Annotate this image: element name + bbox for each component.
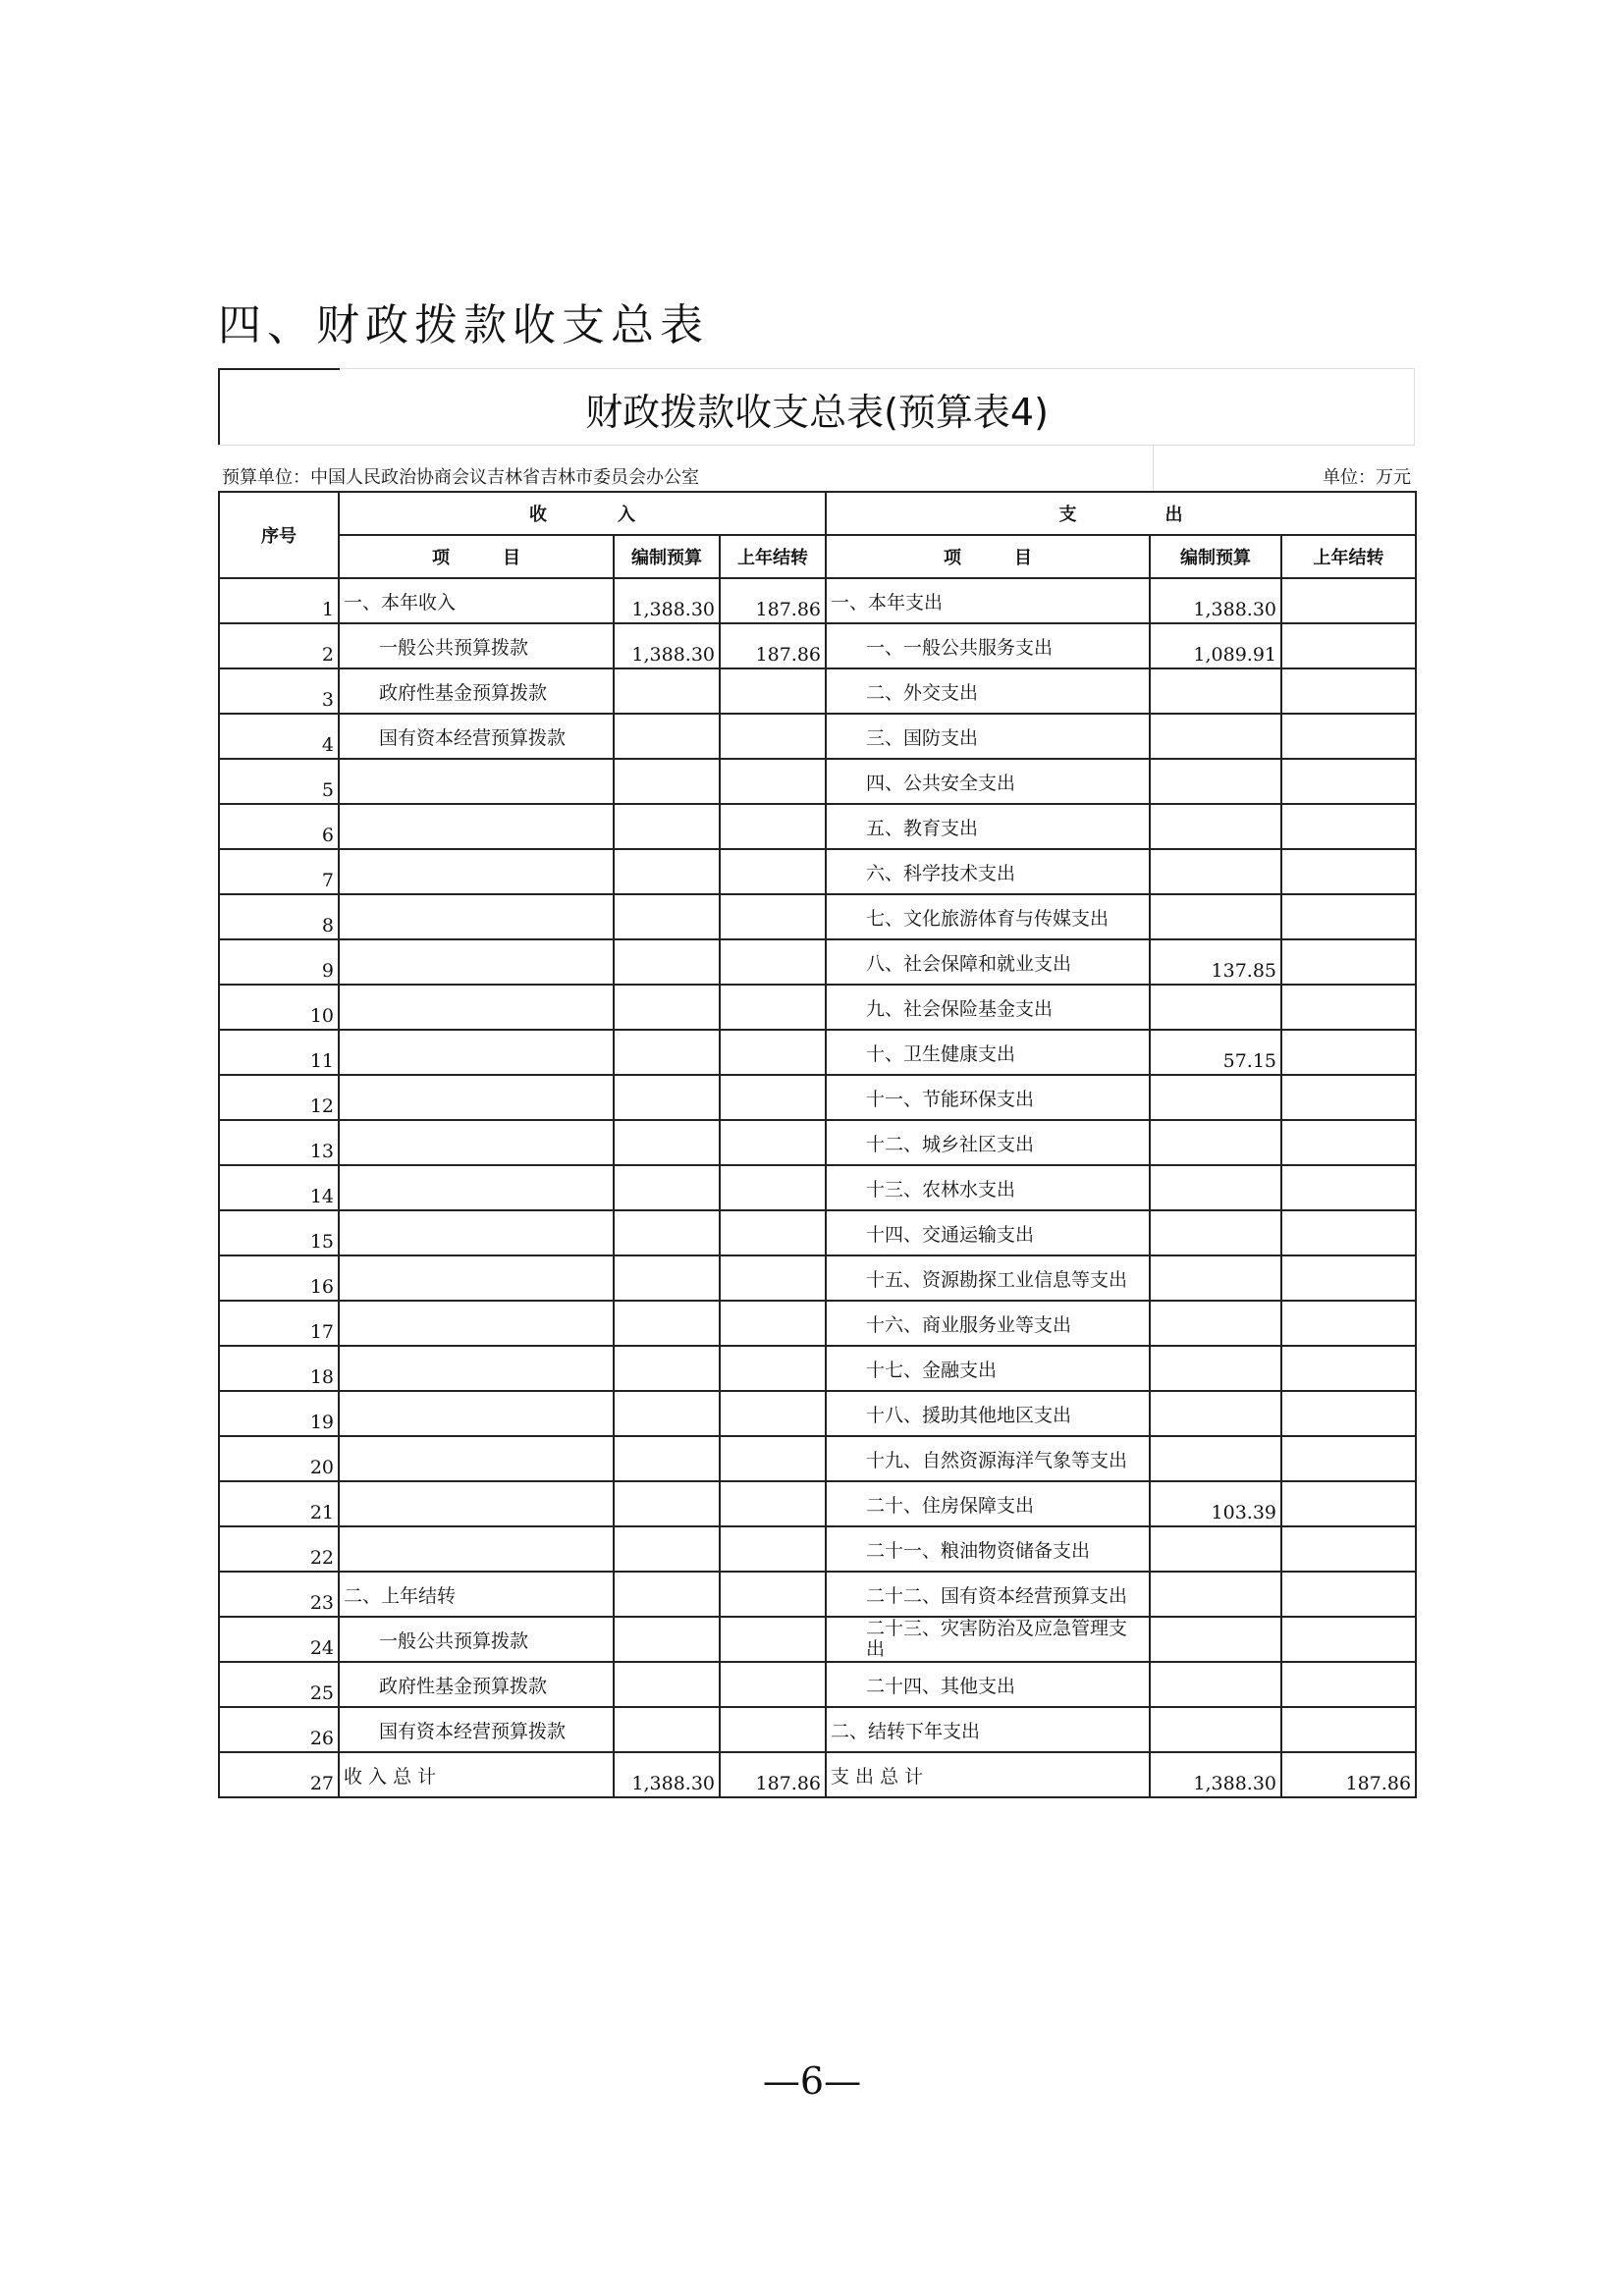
row-seq: 19 [219,1391,339,1436]
income-item [339,1346,614,1391]
header-expense-item: 项 目 [826,535,1150,578]
income-item: 二、上年结转 [339,1572,614,1617]
table-row [219,1752,1416,1797]
income-carryover [720,1165,826,1210]
table-row [219,1436,1416,1481]
income-budget [614,1617,720,1662]
income-budget [614,1075,720,1120]
expense-carryover [1281,1662,1416,1707]
table-row [219,1617,1416,1662]
income-carryover [720,1210,826,1255]
income-budget: 1,388.30 [614,578,720,623]
expense-budget [1150,1301,1281,1346]
table-row [219,1346,1416,1391]
table-body [219,578,1416,1797]
table-row [219,668,1416,714]
expense-item: 二、外交支出 [826,668,1150,714]
expense-budget: 1,388.30 [1150,1752,1281,1797]
row-seq: 25 [219,1662,339,1707]
expense-item: 六、科学技术支出 [826,849,1150,894]
row-seq: 10 [219,985,339,1030]
expense-item: 九、社会保险基金支出 [826,985,1150,1030]
expense-carryover [1281,1120,1416,1165]
table-row [219,939,1416,985]
section-heading: 四、财政拨款收支总表 [218,300,709,350]
income-budget [614,939,720,985]
expense-budget [1150,985,1281,1030]
unit-divider [1153,446,1154,491]
expense-carryover [1281,1210,1416,1255]
expense-item: 二十四、其他支出 [826,1662,1150,1707]
expense-carryover [1281,1572,1416,1617]
income-carryover [720,894,826,939]
header-income-carryover: 上年结转 [720,535,826,578]
expense-item: 十、卫生健康支出 [826,1030,1150,1075]
income-budget: 1,388.30 [614,1752,720,1797]
row-seq: 21 [219,1481,339,1526]
income-budget [614,1210,720,1255]
table-row [219,1301,1416,1346]
income-budget [614,759,720,804]
income-item: 一般公共预算拨款 [339,623,614,668]
expense-budget [1150,1210,1281,1255]
header-income: 收 入 [339,492,826,535]
table-row [219,759,1416,804]
header-expense: 支 出 [826,492,1416,535]
income-budget [614,1165,720,1210]
unit-row [218,445,1415,491]
income-carryover: 187.86 [720,578,826,623]
row-seq: 2 [219,623,339,668]
row-seq: 3 [219,668,339,714]
row-seq: 11 [219,1030,339,1075]
income-item: 一般公共预算拨款 [339,1617,614,1662]
row-seq: 7 [219,849,339,894]
expense-budget [1150,668,1281,714]
expense-item: 十三、农林水支出 [826,1165,1150,1210]
income-carryover [720,1662,826,1707]
income-carryover [720,1030,826,1075]
income-budget [614,1662,720,1707]
expense-budget [1150,894,1281,939]
row-seq: 20 [219,1436,339,1481]
title-border-light [340,368,1414,369]
expense-carryover [1281,1617,1416,1662]
expense-carryover: 187.86 [1281,1752,1416,1797]
income-carryover [720,1120,826,1165]
income-item [339,939,614,985]
expense-item: 七、文化旅游体育与传媒支出 [826,894,1150,939]
table-row [219,804,1416,849]
income-budget [614,1481,720,1526]
expense-budget [1150,1707,1281,1752]
income-budget [614,1120,720,1165]
row-seq: 17 [219,1301,339,1346]
expense-item: 二十、住房保障支出 [826,1481,1150,1526]
expense-budget: 57.15 [1150,1030,1281,1075]
expense-budget: 137.85 [1150,939,1281,985]
income-item [339,1301,614,1346]
expense-item: 二十二、国有资本经营预算支出 [826,1572,1150,1617]
row-seq: 16 [219,1255,339,1301]
expense-carryover [1281,1436,1416,1481]
expense-carryover [1281,1346,1416,1391]
table-row [219,1707,1416,1752]
income-budget [614,1346,720,1391]
expense-item: 十一、节能环保支出 [826,1075,1150,1120]
income-item [339,1255,614,1301]
expense-carryover [1281,1165,1416,1210]
expense-budget [1150,1572,1281,1617]
header-expense-budget: 编制预算 [1150,535,1281,578]
income-item [339,759,614,804]
table-row [219,1030,1416,1075]
table-title: 财政拨款收支总表(预算表4) [585,391,1049,434]
table-row [219,578,1416,623]
expense-budget: 103.39 [1150,1481,1281,1526]
income-carryover [720,1617,826,1662]
expense-carryover [1281,804,1416,849]
expense-budget [1150,1662,1281,1707]
expense-item: 二、结转下年支出 [826,1707,1150,1752]
income-budget: 1,388.30 [614,623,720,668]
income-carryover [720,1255,826,1301]
income-carryover: 187.86 [720,1752,826,1797]
row-seq: 5 [219,759,339,804]
income-item [339,849,614,894]
income-item [339,894,614,939]
income-carryover [720,849,826,894]
row-seq: 13 [219,1120,339,1165]
row-seq: 27 [219,1752,339,1797]
income-budget [614,1301,720,1346]
income-budget [614,1255,720,1301]
income-item [339,985,614,1030]
expense-item: 二十一、粮油物资储备支出 [826,1526,1150,1572]
expense-budget [1150,1436,1281,1481]
table-row [219,849,1416,894]
row-seq: 1 [219,578,339,623]
header-row-2 [219,535,1416,578]
income-item [339,1526,614,1572]
expense-budget [1150,1526,1281,1572]
income-carryover [720,985,826,1030]
expense-budget [1150,849,1281,894]
header-expense-carryover: 上年结转 [1281,535,1416,578]
currency-unit-label: 单位：万元 [1323,467,1411,488]
table-row [219,894,1416,939]
row-seq: 14 [219,1165,339,1210]
income-carryover [720,1481,826,1526]
income-carryover [720,1436,826,1481]
income-budget [614,1391,720,1436]
income-item [339,1120,614,1165]
expense-budget: 1,388.30 [1150,578,1281,623]
budget-sheet [218,368,1415,1798]
expense-budget [1150,1165,1281,1210]
expense-budget [1150,1617,1281,1662]
income-budget [614,1436,720,1481]
expense-budget: 1,089.91 [1150,623,1281,668]
income-item [339,1391,614,1436]
income-item [339,1210,614,1255]
header-row-1 [219,492,1416,535]
header-seq: 序号 [219,492,339,578]
expense-item: 十七、金融支出 [826,1346,1150,1391]
expense-carryover [1281,714,1416,759]
budget-table [218,491,1417,1798]
expense-item: 十四、交通运输支出 [826,1210,1150,1255]
row-seq: 24 [219,1617,339,1662]
expense-item: 十八、援助其他地区支出 [826,1391,1150,1436]
income-item: 政府性基金预算拨款 [339,668,614,714]
income-item: 一、本年收入 [339,578,614,623]
expense-carryover [1281,1526,1416,1572]
income-budget [614,894,720,939]
table-row [219,1662,1416,1707]
expense-carryover [1281,759,1416,804]
income-carryover [720,1526,826,1572]
expense-carryover [1281,985,1416,1030]
expense-item: 十六、商业服务业等支出 [826,1301,1150,1346]
expense-carryover [1281,1481,1416,1526]
income-carryover [720,759,826,804]
income-budget [614,985,720,1030]
row-seq: 26 [219,1707,339,1752]
expense-item: 三、国防支出 [826,714,1150,759]
row-seq: 9 [219,939,339,985]
table-row [219,1075,1416,1120]
income-budget [614,1707,720,1752]
expense-carryover [1281,1030,1416,1075]
table-row [219,714,1416,759]
expense-item: 四、公共安全支出 [826,759,1150,804]
expense-carryover [1281,1391,1416,1436]
expense-item: 十九、自然资源海洋气象等支出 [826,1436,1150,1481]
row-seq: 12 [219,1075,339,1120]
expense-carryover [1281,578,1416,623]
income-item [339,1165,614,1210]
income-carryover: 187.86 [720,623,826,668]
expense-item: 十五、资源勘探工业信息等支出 [826,1255,1150,1301]
income-carryover [720,714,826,759]
income-carryover [720,804,826,849]
table-row [219,1165,1416,1210]
table-title-box [218,368,1415,445]
income-item [339,1030,614,1075]
expense-budget [1150,1075,1281,1120]
expense-carryover [1281,849,1416,894]
income-budget [614,668,720,714]
income-item [339,1481,614,1526]
expense-item: 八、社会保障和就业支出 [826,939,1150,985]
income-item: 政府性基金预算拨款 [339,1662,614,1707]
income-carryover [720,1346,826,1391]
header-income-budget: 编制预算 [614,535,720,578]
expense-item: 一、一般公共服务支出 [826,623,1150,668]
income-item: 国有资本经营预算拨款 [339,1707,614,1752]
income-carryover [720,668,826,714]
expense-budget [1150,804,1281,849]
income-item [339,804,614,849]
expense-carryover [1281,939,1416,985]
income-carryover [720,1301,826,1346]
expense-carryover [1281,1255,1416,1301]
budget-unit-label: 预算单位：中国人民政治协商会议吉林省吉林市委员会办公室 [222,467,699,488]
row-seq: 23 [219,1572,339,1617]
income-budget [614,804,720,849]
row-seq: 22 [219,1526,339,1572]
income-item: 国有资本经营预算拨款 [339,714,614,759]
income-item [339,1075,614,1120]
income-carryover [720,1707,826,1752]
table-row [219,1526,1416,1572]
title-border-stub [220,368,340,370]
table-row [219,1210,1416,1255]
expense-budget [1150,1391,1281,1436]
header-income-item: 项 目 [339,535,614,578]
income-budget [614,1572,720,1617]
expense-budget [1150,759,1281,804]
expense-budget [1150,714,1281,759]
income-budget [614,1526,720,1572]
expense-budget [1150,1255,1281,1301]
row-seq: 6 [219,804,339,849]
expense-budget [1150,1120,1281,1165]
income-budget [614,849,720,894]
income-carryover [720,1391,826,1436]
expense-carryover [1281,668,1416,714]
row-seq: 4 [219,714,339,759]
table-row [219,985,1416,1030]
row-seq: 8 [219,894,339,939]
table-row [219,1255,1416,1301]
table-row [219,1572,1416,1617]
table-row [219,1481,1416,1526]
income-item: 收 入 总 计 [339,1752,614,1797]
expense-carryover [1281,1707,1416,1752]
expense-item: 十二、城乡社区支出 [826,1120,1150,1165]
table-row [219,623,1416,668]
income-item [339,1436,614,1481]
income-budget [614,714,720,759]
row-seq: 18 [219,1346,339,1391]
table-row [219,1391,1416,1436]
expense-item: 一、本年支出 [826,578,1150,623]
page-number: —6— [762,2059,862,2103]
row-seq: 15 [219,1210,339,1255]
income-budget [614,1030,720,1075]
expense-item: 五、教育支出 [826,804,1150,849]
income-carryover [720,1075,826,1120]
income-carryover [720,939,826,985]
expense-carryover [1281,1075,1416,1120]
expense-carryover [1281,1301,1416,1346]
expense-item: 支 出 总 计 [826,1752,1150,1797]
expense-carryover [1281,894,1416,939]
expense-carryover [1281,623,1416,668]
table-row [219,1120,1416,1165]
expense-item: 二十三、灾害防治及应急管理支出 [826,1617,1150,1662]
income-carryover [720,1572,826,1617]
expense-budget [1150,1346,1281,1391]
